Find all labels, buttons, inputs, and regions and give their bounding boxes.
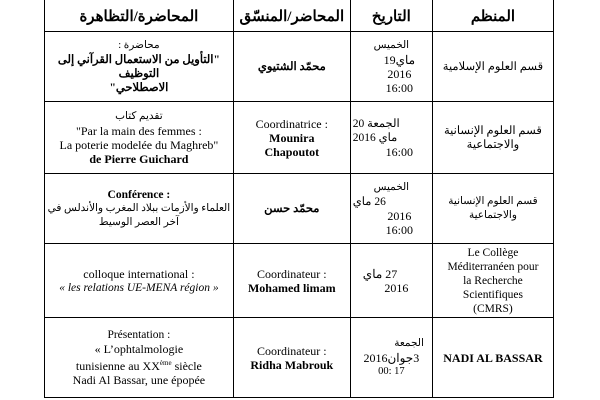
header-date: التاريخ [350,0,432,32]
table-row [45,318,554,398]
organizer-cell: قسم العلوم الإسلامية [432,32,553,102]
table-row [45,32,554,102]
organizer-cell: قسم العلوم الإنسانية والاجتماعية [432,174,553,244]
table-row [45,244,554,318]
table-row [45,102,554,174]
lecture-cell: Conférence : العلماء والأزمات ببلاد المغرب والأندلس في آخر العصر الوسيط [45,174,234,244]
speaker-cell: Coordinateur : Mohamed limam [233,244,350,318]
speaker-cell: Coordinateur : Ridha Mabrouk [233,318,350,398]
schedule-table [44,0,554,398]
lecture-cell: محاضرة : "التأويل من الاستعمال القرآني إلى التوظيف الاصطلاحي" [45,32,234,102]
date-cell: الخميس 26 ماي 2016 16:00 [350,174,432,244]
speaker-cell: محمّد الشتيوي [233,32,350,102]
speaker-cell: Coordinatrice : Mounira Chapoutot [233,102,350,174]
organizer-cell: Le Collège Méditerranéen pour la Recherche Scientifiques (CMRS) [432,244,553,318]
lecture-cell: colloque international : « les relations UE-MENA région » [45,244,234,318]
lecture-cell: تقديم كتاب "Par la main des femmes : La poterie modelée du Maghreb" de Pierre Guichard [45,102,234,174]
organizer-cell: NADI AL BASSAR [432,318,553,398]
table-header-row [45,0,554,32]
table-row [45,174,554,244]
date-cell: 27 ماي 2016 [350,244,432,318]
header-lecture: المحاضرة/التظاهرة [45,0,234,32]
date-cell: الخميس 19ماي 2016 16:00 [350,32,432,102]
speaker-cell: محمّد حسن [233,174,350,244]
header-speaker: المحاضر/المنسّق [233,0,350,32]
lecture-cell: Présentation : « L’ophtalmologie tunisienne au XXème siècle Nadi Al Bassar, une épopée [45,318,234,398]
date-cell: الجمعة 3جوان2016 17 :00 [350,318,432,398]
header-organizer: المنظم [432,0,553,32]
organizer-cell: قسم العلوم الإنسانية والاجتماعية [432,102,553,174]
date-cell: الجمعة 20 ماي 2016 16:00 [350,102,432,174]
